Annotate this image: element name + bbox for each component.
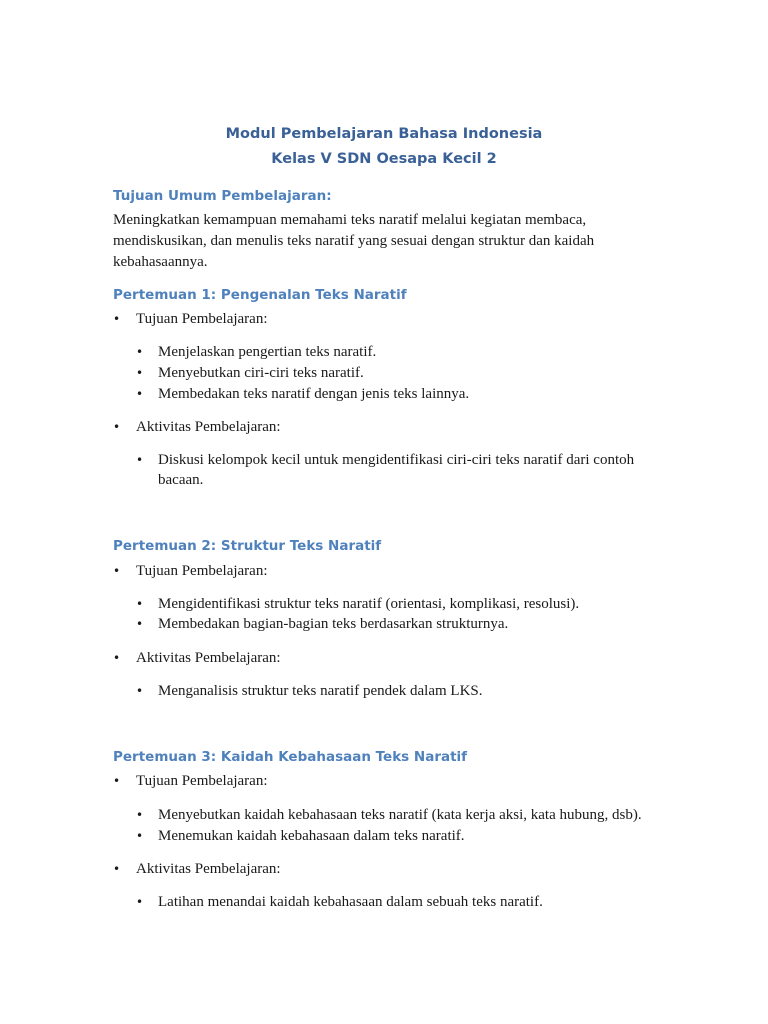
bullet-icon: • [113, 312, 121, 326]
list-item-label: Aktivitas Pembelajaran: [136, 861, 281, 877]
bullet-icon: • [136, 345, 144, 359]
list-item-text: Menemukan kaidah kebahasaan dalam teks naratif. [158, 828, 465, 844]
list-item-text: Membedakan bagian-bagian teks berdasarkan strukturnya. [158, 616, 509, 632]
list-item-text: Diskusi kelompok kecil untuk mengidentifikasi ciri-ciri teks naratif dari contoh bacaan. [158, 452, 635, 488]
bullet-icon: • [113, 774, 121, 788]
list-item-label: Tujuan Pembelajaran: [136, 563, 268, 579]
bullet-icon: • [113, 651, 121, 665]
list-item [136, 614, 646, 634]
section-heading-pertemuan-3: Pertemuan 3: Kaidah Kebahasaan Teks Naratif [113, 749, 468, 765]
list-item [113, 417, 281, 437]
bullet-icon: • [113, 564, 121, 578]
list-item-label: Tujuan Pembelajaran: [136, 773, 268, 789]
bullet-icon: • [113, 862, 121, 876]
bullet-icon: • [136, 597, 144, 611]
list-item [113, 648, 281, 668]
list-item-label: Tujuan Pembelajaran: [136, 311, 268, 327]
bullet-icon: • [136, 829, 144, 843]
list-item-text: Mengidentifikasi struktur teks naratif (orientasi, komplikasi, resolusi). [158, 596, 580, 612]
list-item [136, 805, 646, 825]
list-item [113, 561, 268, 581]
section-heading-pertemuan-1: Pertemuan 1: Pengenalan Teks Naratif [113, 287, 407, 303]
section-heading-pertemuan-2: Pertemuan 2: Struktur Teks Naratif [113, 538, 382, 554]
list-item [136, 826, 646, 846]
document-title: Modul Pembelajaran Bahasa Indonesia [225, 126, 543, 142]
list-item-label: Aktivitas Pembelajaran: [136, 419, 281, 435]
list-item [136, 342, 646, 362]
list-item [136, 450, 646, 490]
list-item [113, 859, 281, 879]
section-heading-tujuan-umum: Tujuan Umum Pembelajaran: [113, 188, 332, 204]
list-item-text: Membedakan teks naratif dengan jenis teks lainnya. [158, 386, 470, 402]
list-item [136, 681, 646, 701]
list-item [113, 771, 268, 791]
list-item-text: Menjelaskan pengertian teks naratif. [158, 344, 377, 360]
bullet-icon: • [113, 420, 121, 434]
bullet-icon: • [136, 808, 144, 822]
bullet-icon: • [136, 366, 144, 380]
list-item [136, 363, 646, 383]
document-subtitle: Kelas V SDN Oesapa Kecil 2 [271, 151, 497, 167]
list-item-text: Latihan menandai kaidah kebahasaan dalam sebuah teks naratif. [158, 894, 543, 910]
list-item [136, 892, 646, 912]
list-item-text: Menganalisis struktur teks naratif pendek dalam LKS. [158, 683, 483, 699]
bullet-icon: • [136, 453, 144, 467]
tujuan-umum-paragraph: Meningkatkan kemampuan memahami teks naratif melalui kegiatan membaca, mendiskusikan, dan menulis teks naratif yang sesuai dengan struktur dan kaidah kebahasaannya. [113, 212, 595, 270]
list-item [136, 384, 646, 404]
list-item-label: Aktivitas Pembelajaran: [136, 650, 281, 666]
bullet-icon: • [136, 684, 144, 698]
bullet-icon: • [136, 895, 144, 909]
list-item [113, 309, 268, 329]
list-item-text: Menyebutkan kaidah kebahasaan teks naratif (kata kerja aksi, kata hubung, dsb). [158, 807, 642, 823]
list-item-text: Menyebutkan ciri-ciri teks naratif. [158, 365, 364, 381]
bullet-icon: • [136, 387, 144, 401]
list-item [136, 594, 646, 614]
bullet-icon: • [136, 617, 144, 631]
